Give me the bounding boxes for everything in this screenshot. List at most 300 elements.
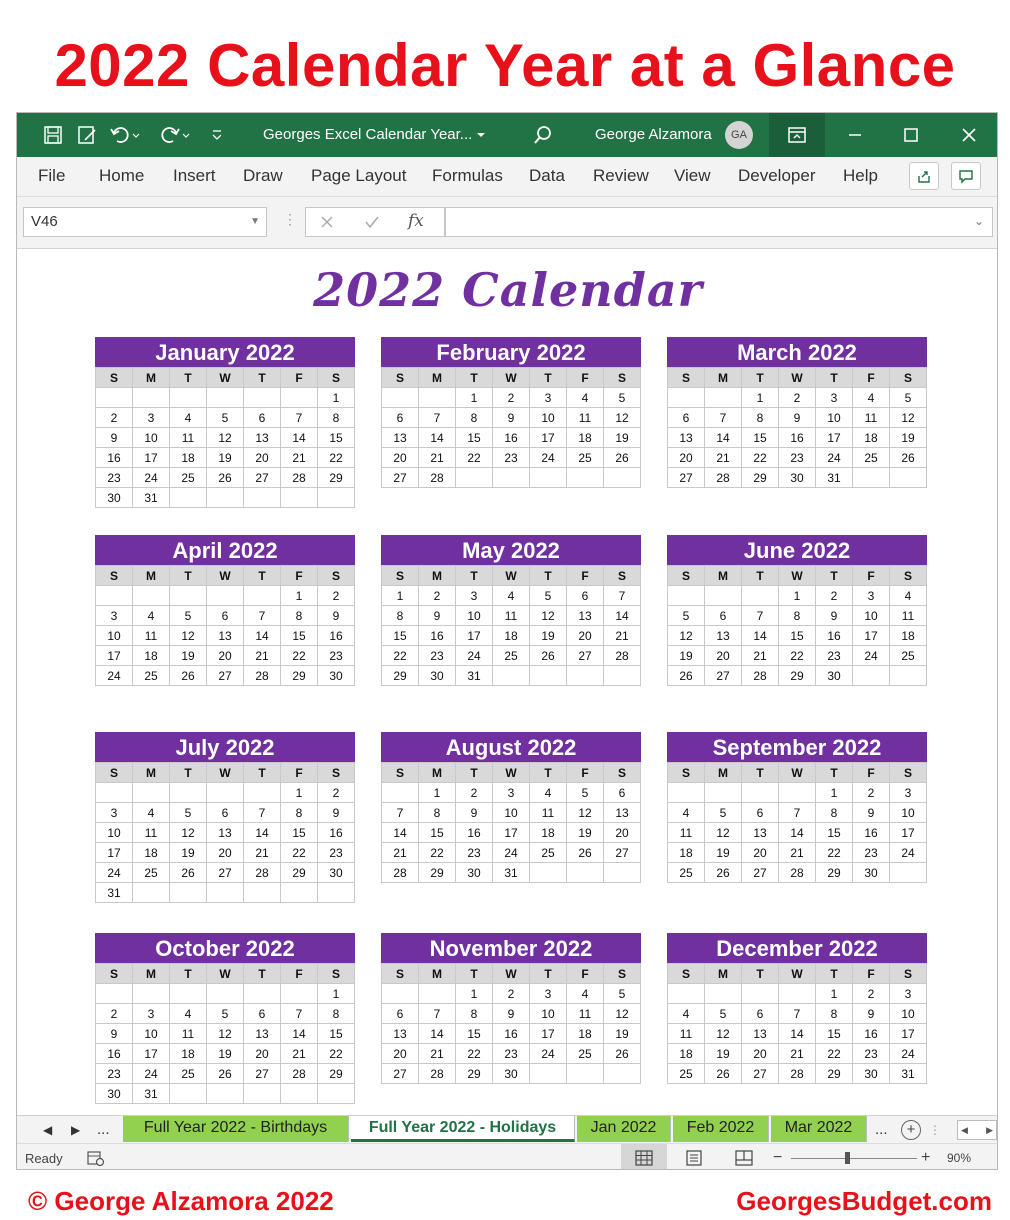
day-cell[interactable]: 14 bbox=[779, 823, 816, 843]
day-cell[interactable]: 23 bbox=[853, 843, 890, 863]
day-cell[interactable]: 27 bbox=[742, 1064, 779, 1084]
day-cell[interactable]: 7 bbox=[419, 1004, 456, 1024]
day-cell[interactable]: 4 bbox=[133, 606, 170, 626]
day-cell[interactable] bbox=[382, 984, 419, 1004]
day-cell[interactable]: 10 bbox=[530, 408, 567, 428]
day-cell[interactable]: 12 bbox=[170, 626, 207, 646]
day-cell[interactable]: 27 bbox=[382, 1064, 419, 1084]
day-cell[interactable]: 2 bbox=[853, 984, 890, 1004]
day-cell[interactable]: 25 bbox=[890, 646, 927, 666]
day-cell[interactable] bbox=[281, 488, 318, 508]
day-cell[interactable]: 9 bbox=[318, 803, 355, 823]
day-cell[interactable]: 7 bbox=[281, 408, 318, 428]
day-cell[interactable]: 7 bbox=[382, 803, 419, 823]
day-cell[interactable] bbox=[604, 666, 641, 686]
day-cell[interactable] bbox=[668, 984, 705, 1004]
day-cell[interactable] bbox=[567, 468, 604, 488]
day-cell[interactable]: 19 bbox=[207, 448, 244, 468]
day-cell[interactable]: 14 bbox=[244, 626, 281, 646]
day-cell[interactable]: 18 bbox=[668, 843, 705, 863]
day-cell[interactable]: 4 bbox=[133, 803, 170, 823]
day-cell[interactable]: 18 bbox=[133, 843, 170, 863]
day-cell[interactable] bbox=[419, 388, 456, 408]
day-cell[interactable]: 18 bbox=[170, 448, 207, 468]
day-cell[interactable]: 9 bbox=[779, 408, 816, 428]
day-cell[interactable]: 29 bbox=[419, 863, 456, 883]
day-cell[interactable]: 1 bbox=[816, 984, 853, 1004]
page-break-view-icon[interactable] bbox=[727, 1144, 761, 1170]
day-cell[interactable]: 24 bbox=[456, 646, 493, 666]
day-cell[interactable]: 19 bbox=[604, 1024, 641, 1044]
day-cell[interactable]: 15 bbox=[816, 1024, 853, 1044]
day-cell[interactable] bbox=[281, 388, 318, 408]
day-cell[interactable] bbox=[244, 586, 281, 606]
day-cell[interactable]: 4 bbox=[853, 388, 890, 408]
user-avatar[interactable]: GA bbox=[725, 121, 753, 149]
day-cell[interactable]: 12 bbox=[705, 823, 742, 843]
day-cell[interactable] bbox=[318, 883, 355, 903]
day-cell[interactable]: 18 bbox=[567, 428, 604, 448]
day-cell[interactable]: 26 bbox=[170, 666, 207, 686]
day-cell[interactable]: 9 bbox=[456, 803, 493, 823]
customize-toolbar-icon[interactable] bbox=[207, 113, 227, 157]
day-cell[interactable]: 25 bbox=[170, 468, 207, 488]
day-cell[interactable]: 9 bbox=[318, 606, 355, 626]
day-cell[interactable]: 6 bbox=[382, 408, 419, 428]
day-cell[interactable]: 2 bbox=[96, 408, 133, 428]
day-cell[interactable]: 28 bbox=[382, 863, 419, 883]
horizontal-scrollbar[interactable] bbox=[957, 1120, 997, 1140]
day-cell[interactable]: 6 bbox=[244, 408, 281, 428]
day-cell[interactable] bbox=[668, 783, 705, 803]
cancel-icon[interactable] bbox=[320, 215, 334, 229]
day-cell[interactable]: 3 bbox=[96, 606, 133, 626]
day-cell[interactable]: 10 bbox=[853, 606, 890, 626]
day-cell[interactable]: 22 bbox=[281, 646, 318, 666]
day-cell[interactable]: 27 bbox=[668, 468, 705, 488]
day-cell[interactable]: 2 bbox=[318, 783, 355, 803]
day-cell[interactable] bbox=[244, 488, 281, 508]
day-cell[interactable]: 29 bbox=[779, 666, 816, 686]
day-cell[interactable] bbox=[530, 1064, 567, 1084]
day-cell[interactable]: 21 bbox=[281, 1044, 318, 1064]
day-cell[interactable] bbox=[133, 783, 170, 803]
day-cell[interactable]: 14 bbox=[779, 1024, 816, 1044]
day-cell[interactable]: 23 bbox=[816, 646, 853, 666]
day-cell[interactable] bbox=[207, 1084, 244, 1104]
day-cell[interactable] bbox=[170, 388, 207, 408]
zoom-out-icon[interactable]: − bbox=[773, 1149, 783, 1166]
day-cell[interactable]: 8 bbox=[419, 803, 456, 823]
sheet-tab-mar[interactable]: Mar 2022 bbox=[771, 1116, 867, 1142]
day-cell[interactable]: 10 bbox=[493, 803, 530, 823]
day-cell[interactable]: 20 bbox=[742, 1044, 779, 1064]
day-cell[interactable] bbox=[133, 984, 170, 1004]
ribbon-display-button[interactable] bbox=[769, 113, 825, 157]
tab-help[interactable]: Help bbox=[843, 166, 878, 185]
day-cell[interactable]: 10 bbox=[133, 1024, 170, 1044]
day-cell[interactable]: 8 bbox=[779, 606, 816, 626]
day-cell[interactable]: 13 bbox=[705, 626, 742, 646]
maximize-icon[interactable] bbox=[895, 113, 927, 157]
day-cell[interactable]: 24 bbox=[493, 843, 530, 863]
document-title[interactable]: Georges Excel Calendar Year... bbox=[263, 126, 473, 143]
day-cell[interactable]: 18 bbox=[853, 428, 890, 448]
day-cell[interactable]: 29 bbox=[742, 468, 779, 488]
day-cell[interactable]: 15 bbox=[382, 626, 419, 646]
day-cell[interactable]: 21 bbox=[779, 843, 816, 863]
day-cell[interactable]: 5 bbox=[705, 803, 742, 823]
day-cell[interactable] bbox=[244, 1084, 281, 1104]
day-cell[interactable]: 5 bbox=[207, 1004, 244, 1024]
day-cell[interactable] bbox=[604, 468, 641, 488]
day-cell[interactable] bbox=[853, 666, 890, 686]
day-cell[interactable]: 17 bbox=[133, 1044, 170, 1064]
day-cell[interactable]: 31 bbox=[96, 883, 133, 903]
day-cell[interactable]: 2 bbox=[419, 586, 456, 606]
redo-icon[interactable] bbox=[157, 113, 193, 157]
day-cell[interactable]: 28 bbox=[779, 1064, 816, 1084]
insert-function-icon[interactable]: fx bbox=[408, 211, 424, 231]
day-cell[interactable]: 1 bbox=[318, 388, 355, 408]
day-cell[interactable]: 20 bbox=[382, 1044, 419, 1064]
day-cell[interactable]: 16 bbox=[419, 626, 456, 646]
day-cell[interactable]: 30 bbox=[456, 863, 493, 883]
day-cell[interactable]: 8 bbox=[456, 408, 493, 428]
day-cell[interactable]: 12 bbox=[705, 1024, 742, 1044]
scroll-right-icon[interactable]: ▶ bbox=[986, 1125, 993, 1135]
day-cell[interactable]: 27 bbox=[604, 843, 641, 863]
day-cell[interactable]: 23 bbox=[456, 843, 493, 863]
day-cell[interactable]: 13 bbox=[207, 823, 244, 843]
day-cell[interactable]: 28 bbox=[281, 468, 318, 488]
day-cell[interactable]: 22 bbox=[318, 1044, 355, 1064]
day-cell[interactable] bbox=[890, 468, 927, 488]
day-cell[interactable] bbox=[170, 586, 207, 606]
day-cell[interactable]: 21 bbox=[705, 448, 742, 468]
day-cell[interactable]: 16 bbox=[493, 1024, 530, 1044]
day-cell[interactable]: 12 bbox=[530, 606, 567, 626]
day-cell[interactable] bbox=[318, 488, 355, 508]
day-cell[interactable]: 17 bbox=[493, 823, 530, 843]
day-cell[interactable]: 4 bbox=[493, 586, 530, 606]
day-cell[interactable]: 25 bbox=[133, 863, 170, 883]
day-cell[interactable]: 24 bbox=[96, 863, 133, 883]
day-cell[interactable] bbox=[604, 1064, 641, 1084]
day-cell[interactable]: 27 bbox=[207, 863, 244, 883]
day-cell[interactable]: 23 bbox=[318, 646, 355, 666]
day-cell[interactable]: 22 bbox=[742, 448, 779, 468]
day-cell[interactable]: 16 bbox=[318, 823, 355, 843]
day-cell[interactable]: 9 bbox=[853, 803, 890, 823]
day-cell[interactable]: 26 bbox=[207, 1064, 244, 1084]
day-cell[interactable]: 28 bbox=[779, 863, 816, 883]
day-cell[interactable]: 6 bbox=[668, 408, 705, 428]
day-cell[interactable]: 20 bbox=[244, 1044, 281, 1064]
day-cell[interactable]: 15 bbox=[318, 428, 355, 448]
day-cell[interactable] bbox=[853, 468, 890, 488]
day-cell[interactable]: 12 bbox=[567, 803, 604, 823]
day-cell[interactable]: 17 bbox=[853, 626, 890, 646]
day-cell[interactable] bbox=[779, 783, 816, 803]
share-button[interactable] bbox=[909, 162, 939, 190]
day-cell[interactable] bbox=[382, 783, 419, 803]
day-cell[interactable]: 19 bbox=[668, 646, 705, 666]
day-cell[interactable] bbox=[207, 783, 244, 803]
tab-scroll-right-icon[interactable]: ▶ bbox=[71, 1123, 81, 1137]
day-cell[interactable] bbox=[96, 388, 133, 408]
day-cell[interactable] bbox=[170, 1084, 207, 1104]
day-cell[interactable]: 1 bbox=[382, 586, 419, 606]
day-cell[interactable]: 26 bbox=[170, 863, 207, 883]
day-cell[interactable]: 17 bbox=[890, 1024, 927, 1044]
day-cell[interactable]: 9 bbox=[493, 1004, 530, 1024]
day-cell[interactable]: 2 bbox=[456, 783, 493, 803]
day-cell[interactable] bbox=[705, 388, 742, 408]
day-cell[interactable] bbox=[604, 863, 641, 883]
page-layout-view-icon[interactable] bbox=[677, 1144, 711, 1170]
day-cell[interactable]: 11 bbox=[170, 1024, 207, 1044]
day-cell[interactable]: 27 bbox=[742, 863, 779, 883]
save-icon[interactable] bbox=[39, 113, 67, 157]
day-cell[interactable]: 3 bbox=[456, 586, 493, 606]
tab-more-right-icon[interactable]: ... bbox=[875, 1121, 888, 1138]
day-cell[interactable]: 11 bbox=[668, 1024, 705, 1044]
day-cell[interactable]: 29 bbox=[382, 666, 419, 686]
day-cell[interactable] bbox=[779, 984, 816, 1004]
day-cell[interactable]: 3 bbox=[853, 586, 890, 606]
day-cell[interactable] bbox=[705, 586, 742, 606]
day-cell[interactable]: 1 bbox=[281, 783, 318, 803]
day-cell[interactable]: 3 bbox=[530, 984, 567, 1004]
day-cell[interactable]: 23 bbox=[96, 1064, 133, 1084]
day-cell[interactable] bbox=[244, 783, 281, 803]
day-cell[interactable] bbox=[493, 468, 530, 488]
day-cell[interactable]: 8 bbox=[456, 1004, 493, 1024]
day-cell[interactable]: 12 bbox=[604, 408, 641, 428]
day-cell[interactable]: 5 bbox=[668, 606, 705, 626]
zoom-slider[interactable] bbox=[791, 1158, 917, 1159]
tab-data[interactable]: Data bbox=[529, 166, 565, 185]
day-cell[interactable]: 14 bbox=[244, 823, 281, 843]
expand-formula-icon[interactable]: ⌄ bbox=[973, 214, 984, 228]
day-cell[interactable]: 29 bbox=[281, 666, 318, 686]
day-cell[interactable]: 19 bbox=[170, 843, 207, 863]
day-cell[interactable] bbox=[890, 863, 927, 883]
day-cell[interactable]: 3 bbox=[816, 388, 853, 408]
day-cell[interactable]: 30 bbox=[96, 488, 133, 508]
day-cell[interactable]: 19 bbox=[530, 626, 567, 646]
day-cell[interactable]: 5 bbox=[207, 408, 244, 428]
sheet-tab-jan[interactable]: Jan 2022 bbox=[577, 1116, 671, 1142]
day-cell[interactable]: 26 bbox=[705, 863, 742, 883]
day-cell[interactable]: 14 bbox=[742, 626, 779, 646]
comments-button[interactable] bbox=[951, 162, 981, 190]
sheet-tab-birthdays[interactable]: Full Year 2022 - Birthdays bbox=[123, 1116, 349, 1142]
day-cell[interactable]: 23 bbox=[779, 448, 816, 468]
day-cell[interactable] bbox=[382, 388, 419, 408]
day-cell[interactable]: 22 bbox=[281, 843, 318, 863]
day-cell[interactable]: 22 bbox=[382, 646, 419, 666]
worksheet[interactable] bbox=[17, 249, 998, 1115]
day-cell[interactable]: 26 bbox=[705, 1064, 742, 1084]
day-cell[interactable]: 24 bbox=[853, 646, 890, 666]
day-cell[interactable]: 15 bbox=[779, 626, 816, 646]
day-cell[interactable]: 17 bbox=[133, 448, 170, 468]
day-cell[interactable]: 22 bbox=[816, 1044, 853, 1064]
day-cell[interactable]: 23 bbox=[853, 1044, 890, 1064]
day-cell[interactable]: 7 bbox=[244, 606, 281, 626]
day-cell[interactable]: 16 bbox=[853, 823, 890, 843]
day-cell[interactable]: 3 bbox=[890, 783, 927, 803]
day-cell[interactable]: 17 bbox=[816, 428, 853, 448]
day-cell[interactable]: 24 bbox=[890, 843, 927, 863]
day-cell[interactable]: 8 bbox=[318, 408, 355, 428]
day-cell[interactable]: 28 bbox=[419, 468, 456, 488]
day-cell[interactable] bbox=[705, 783, 742, 803]
day-cell[interactable]: 10 bbox=[816, 408, 853, 428]
day-cell[interactable]: 25 bbox=[493, 646, 530, 666]
day-cell[interactable]: 21 bbox=[244, 843, 281, 863]
day-cell[interactable]: 11 bbox=[530, 803, 567, 823]
day-cell[interactable] bbox=[281, 984, 318, 1004]
day-cell[interactable] bbox=[133, 883, 170, 903]
day-cell[interactable]: 5 bbox=[604, 388, 641, 408]
day-cell[interactable]: 11 bbox=[668, 823, 705, 843]
day-cell[interactable]: 25 bbox=[567, 448, 604, 468]
minimize-icon[interactable] bbox=[839, 113, 871, 157]
day-cell[interactable]: 3 bbox=[133, 408, 170, 428]
day-cell[interactable] bbox=[244, 883, 281, 903]
day-cell[interactable]: 5 bbox=[890, 388, 927, 408]
day-cell[interactable]: 3 bbox=[96, 803, 133, 823]
day-cell[interactable]: 30 bbox=[318, 863, 355, 883]
day-cell[interactable]: 18 bbox=[493, 626, 530, 646]
day-cell[interactable]: 5 bbox=[530, 586, 567, 606]
zoom-in-icon[interactable]: + bbox=[921, 1149, 931, 1166]
day-cell[interactable]: 17 bbox=[530, 428, 567, 448]
day-cell[interactable]: 4 bbox=[668, 803, 705, 823]
day-cell[interactable]: 4 bbox=[530, 783, 567, 803]
sheet-tab-feb[interactable]: Feb 2022 bbox=[673, 1116, 769, 1142]
day-cell[interactable]: 22 bbox=[779, 646, 816, 666]
enter-icon[interactable] bbox=[364, 215, 380, 229]
day-cell[interactable]: 6 bbox=[742, 803, 779, 823]
day-cell[interactable]: 3 bbox=[493, 783, 530, 803]
day-cell[interactable]: 19 bbox=[207, 1044, 244, 1064]
day-cell[interactable]: 1 bbox=[816, 783, 853, 803]
day-cell[interactable] bbox=[530, 468, 567, 488]
day-cell[interactable]: 26 bbox=[567, 843, 604, 863]
day-cell[interactable]: 21 bbox=[419, 448, 456, 468]
day-cell[interactable]: 10 bbox=[530, 1004, 567, 1024]
day-cell[interactable]: 6 bbox=[604, 783, 641, 803]
day-cell[interactable]: 13 bbox=[382, 428, 419, 448]
day-cell[interactable]: 16 bbox=[853, 1024, 890, 1044]
day-cell[interactable]: 28 bbox=[604, 646, 641, 666]
day-cell[interactable]: 22 bbox=[318, 448, 355, 468]
day-cell[interactable]: 22 bbox=[816, 843, 853, 863]
day-cell[interactable]: 9 bbox=[96, 428, 133, 448]
day-cell[interactable]: 21 bbox=[742, 646, 779, 666]
tab-page-layout[interactable]: Page Layout bbox=[311, 166, 407, 185]
day-cell[interactable] bbox=[207, 984, 244, 1004]
day-cell[interactable]: 16 bbox=[816, 626, 853, 646]
day-cell[interactable]: 3 bbox=[133, 1004, 170, 1024]
day-cell[interactable] bbox=[96, 586, 133, 606]
day-cell[interactable]: 7 bbox=[604, 586, 641, 606]
day-cell[interactable]: 18 bbox=[668, 1044, 705, 1064]
day-cell[interactable] bbox=[207, 883, 244, 903]
day-cell[interactable]: 20 bbox=[604, 823, 641, 843]
day-cell[interactable]: 12 bbox=[170, 823, 207, 843]
edit-icon[interactable] bbox=[73, 113, 101, 157]
day-cell[interactable]: 29 bbox=[318, 468, 355, 488]
day-cell[interactable]: 15 bbox=[456, 428, 493, 448]
day-cell[interactable]: 8 bbox=[816, 1004, 853, 1024]
day-cell[interactable] bbox=[668, 388, 705, 408]
day-cell[interactable]: 9 bbox=[853, 1004, 890, 1024]
day-cell[interactable] bbox=[170, 783, 207, 803]
day-cell[interactable]: 27 bbox=[382, 468, 419, 488]
day-cell[interactable]: 23 bbox=[318, 843, 355, 863]
day-cell[interactable]: 7 bbox=[244, 803, 281, 823]
day-cell[interactable]: 4 bbox=[170, 1004, 207, 1024]
day-cell[interactable]: 28 bbox=[705, 468, 742, 488]
day-cell[interactable]: 30 bbox=[853, 1064, 890, 1084]
day-cell[interactable]: 16 bbox=[456, 823, 493, 843]
day-cell[interactable]: 5 bbox=[705, 1004, 742, 1024]
day-cell[interactable]: 24 bbox=[133, 468, 170, 488]
day-cell[interactable]: 29 bbox=[281, 863, 318, 883]
day-cell[interactable]: 20 bbox=[705, 646, 742, 666]
day-cell[interactable]: 7 bbox=[779, 803, 816, 823]
day-cell[interactable]: 25 bbox=[668, 1064, 705, 1084]
day-cell[interactable]: 24 bbox=[530, 448, 567, 468]
day-cell[interactable]: 15 bbox=[281, 823, 318, 843]
day-cell[interactable]: 25 bbox=[668, 863, 705, 883]
day-cell[interactable]: 18 bbox=[567, 1024, 604, 1044]
day-cell[interactable]: 1 bbox=[281, 586, 318, 606]
day-cell[interactable] bbox=[890, 666, 927, 686]
day-cell[interactable]: 15 bbox=[742, 428, 779, 448]
day-cell[interactable]: 28 bbox=[281, 1064, 318, 1084]
day-cell[interactable]: 30 bbox=[853, 863, 890, 883]
day-cell[interactable]: 21 bbox=[419, 1044, 456, 1064]
day-cell[interactable]: 24 bbox=[816, 448, 853, 468]
day-cell[interactable]: 11 bbox=[493, 606, 530, 626]
day-cell[interactable]: 15 bbox=[419, 823, 456, 843]
day-cell[interactable] bbox=[207, 388, 244, 408]
day-cell[interactable]: 14 bbox=[281, 428, 318, 448]
day-cell[interactable]: 9 bbox=[816, 606, 853, 626]
day-cell[interactable]: 20 bbox=[742, 843, 779, 863]
day-cell[interactable]: 6 bbox=[742, 1004, 779, 1024]
day-cell[interactable]: 12 bbox=[604, 1004, 641, 1024]
sheet-tab-holidays[interactable]: Full Year 2022 - Holidays bbox=[351, 1116, 575, 1142]
day-cell[interactable]: 1 bbox=[779, 586, 816, 606]
day-cell[interactable]: 13 bbox=[244, 1024, 281, 1044]
day-cell[interactable]: 13 bbox=[382, 1024, 419, 1044]
day-cell[interactable]: 12 bbox=[668, 626, 705, 646]
day-cell[interactable] bbox=[318, 1084, 355, 1104]
day-cell[interactable] bbox=[742, 586, 779, 606]
day-cell[interactable]: 18 bbox=[530, 823, 567, 843]
day-cell[interactable]: 12 bbox=[207, 428, 244, 448]
day-cell[interactable] bbox=[742, 984, 779, 1004]
day-cell[interactable]: 10 bbox=[456, 606, 493, 626]
day-cell[interactable]: 2 bbox=[493, 388, 530, 408]
